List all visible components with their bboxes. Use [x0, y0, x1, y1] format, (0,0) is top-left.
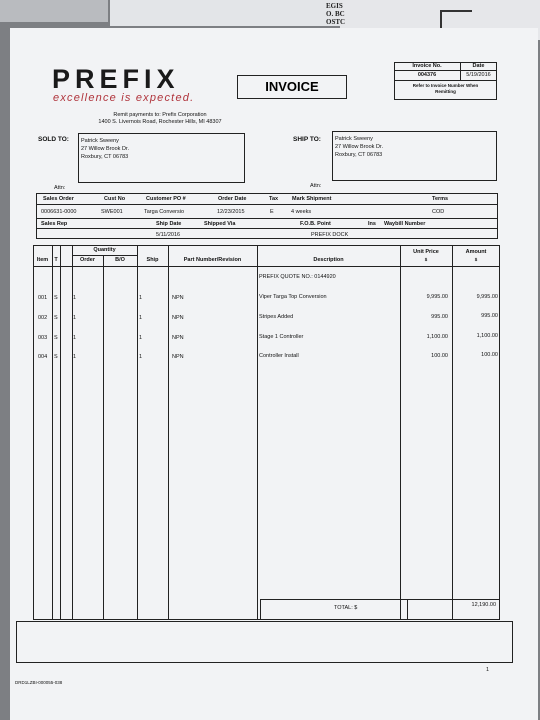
mark-shipment-value: 4 weeks	[291, 209, 312, 215]
table-row-4-desc: Controller Install	[259, 353, 299, 359]
table-row-2-t: S	[54, 315, 58, 321]
divider	[168, 245, 169, 620]
divider	[60, 245, 61, 620]
table-row-4-item: 004	[38, 354, 48, 360]
table-row-3-amount: 1,100.00	[476, 333, 498, 339]
invoice-sheet	[10, 28, 538, 720]
divider	[36, 218, 498, 219]
company-tagline: excellence is expected.	[53, 92, 195, 104]
sales-order-header: Sales Order	[43, 196, 74, 202]
divider	[72, 255, 137, 256]
table-row-2-desc: Stripes Added	[259, 314, 294, 320]
table-row-3-ship: 1	[139, 335, 143, 341]
table-row-4-t: S	[54, 354, 58, 360]
table-row-1-amount: 9,995.00	[476, 294, 498, 300]
order-header: Order	[80, 257, 95, 263]
refer-note: Refer to Invoice Number When Remitting	[412, 83, 479, 94]
table-row-1-part: NPN	[172, 295, 184, 301]
t-header: T	[54, 257, 58, 263]
remit-line-1: Remit payments to: Prefix Corporation	[113, 112, 207, 118]
table-row-4-part: NPN	[172, 354, 184, 360]
cust-no-header: Cust No	[104, 196, 126, 202]
ship-to-address: Patrick Sweeny 27 Willow Brook Dr. Roxbury, CT 06783	[335, 136, 383, 158]
form-code: DRD1LZBI-000055-038	[15, 680, 63, 685]
table-row-3-item: 003	[38, 335, 48, 341]
sales-order-value: 0006631-0000	[41, 209, 77, 215]
date-label: Date	[472, 63, 485, 69]
table-row-4-amount: 100.00	[481, 352, 498, 358]
ship-to-attn: Attn:	[310, 183, 322, 189]
table-row-4-order: 1	[73, 354, 77, 360]
invoice-no-label: Invoice No.	[412, 63, 442, 69]
table-row-1-item: 001	[38, 295, 48, 301]
fob-point-value: PREFIX DOCK	[311, 232, 349, 238]
ship-date-header: Ship Date	[156, 221, 182, 227]
unit-price-currency: $	[424, 257, 428, 262]
table-row-3-part: NPN	[172, 335, 184, 341]
amount-header: Amount	[465, 249, 487, 255]
table-row-2-item: 002	[38, 315, 48, 321]
quantity-header: Quantity	[93, 247, 116, 253]
background-envelope	[110, 0, 340, 26]
table-row-2-unit: 995.00	[431, 314, 448, 320]
item-header: Item	[36, 257, 49, 263]
ship-header: Ship	[146, 257, 159, 263]
fob-point-header: F.O.B. Point	[300, 221, 331, 227]
table-row-2-ship: 1	[139, 315, 143, 321]
bo-header: B/O	[115, 257, 125, 263]
part-number-header: Part Number/Revision	[183, 257, 242, 263]
table-row-3-desc: Stage 1 Controller	[259, 334, 304, 340]
table-row-1-ship: 1	[139, 295, 143, 301]
sales-rep-header: Sales Rep	[41, 221, 68, 227]
page-number: 1	[486, 667, 490, 673]
table-row-4-unit: 100.00	[431, 353, 448, 359]
unit-price-header: Unit Price	[413, 249, 439, 255]
order-date-value: 12/23/2015	[217, 209, 245, 215]
divider	[394, 80, 497, 81]
invoice-no-value: 004376	[417, 72, 437, 78]
sold-to-address: Patrick Sweeny 27 Willow Brook Dr. Roxbury, CT 06783	[81, 138, 129, 160]
sold-to-attn: Attn:	[54, 185, 66, 191]
table-row-1-t: S	[54, 295, 58, 301]
customer-po-value: Targa Conversio	[144, 209, 185, 215]
divider	[394, 70, 497, 71]
notes-box	[16, 621, 513, 663]
divider	[137, 245, 138, 620]
table-row-1-desc: Viper Targa Top Conversion	[259, 294, 327, 300]
divider	[72, 245, 73, 620]
terms-header: Terms	[432, 196, 449, 202]
company-logo: PREFIX	[52, 64, 180, 94]
tax-header: Tax	[269, 196, 279, 202]
ins-header: Ins	[368, 221, 376, 227]
ship-date-value: 5/11/2016	[156, 232, 181, 238]
table-row-4-ship: 1	[139, 354, 143, 360]
table-row-2-amount: 995.00	[481, 313, 498, 319]
table-row-2-part: NPN	[172, 315, 184, 321]
amount-currency: $	[474, 257, 478, 262]
mark-shipment-header: Mark Shipment	[292, 196, 332, 202]
divider	[103, 255, 104, 620]
customer-po-header: Customer PO #	[146, 196, 186, 202]
quote-number-line: PREFIX QUOTE NO.: 0144920	[259, 274, 336, 280]
shipped-via-header: Shipped Via	[204, 221, 236, 227]
divider	[52, 245, 53, 620]
cust-no-value: SWE001	[101, 209, 123, 215]
divider	[452, 245, 453, 620]
table-row-3-order: 1	[73, 335, 77, 341]
ship-to-label: SHIP TO:	[293, 136, 321, 143]
sold-to-label: SOLD TO:	[38, 136, 69, 143]
order-date-header: Order Date	[218, 196, 247, 202]
envelope-text: EGIS O. BC OSTC	[326, 2, 346, 26]
background-paper-left	[0, 0, 108, 22]
table-row-3-t: S	[54, 335, 58, 341]
total-label: TOTAL: $	[334, 605, 358, 611]
table-row-1-order: 1	[73, 295, 77, 301]
divider	[36, 228, 498, 229]
description-header: Description	[313, 257, 344, 263]
terms-value: COD	[432, 209, 445, 215]
date-value: 5/19/2016	[466, 72, 491, 78]
divider	[400, 245, 401, 620]
divider	[36, 204, 498, 205]
tax-value: E	[270, 209, 274, 215]
remit-line-2: 1400 S. Livernois Road, Rochester Hills, MI 48307	[98, 119, 222, 125]
table-row-1-unit: 9,995.00	[426, 294, 448, 300]
waybill-header: Waybill Number	[384, 221, 426, 227]
invoice-title: INVOICE	[265, 79, 319, 94]
total-value: 12,190.00	[471, 602, 496, 608]
table-row-3-unit: 1,100.00	[426, 334, 448, 340]
divider	[257, 245, 258, 620]
table-row-2-order: 1	[73, 315, 77, 321]
